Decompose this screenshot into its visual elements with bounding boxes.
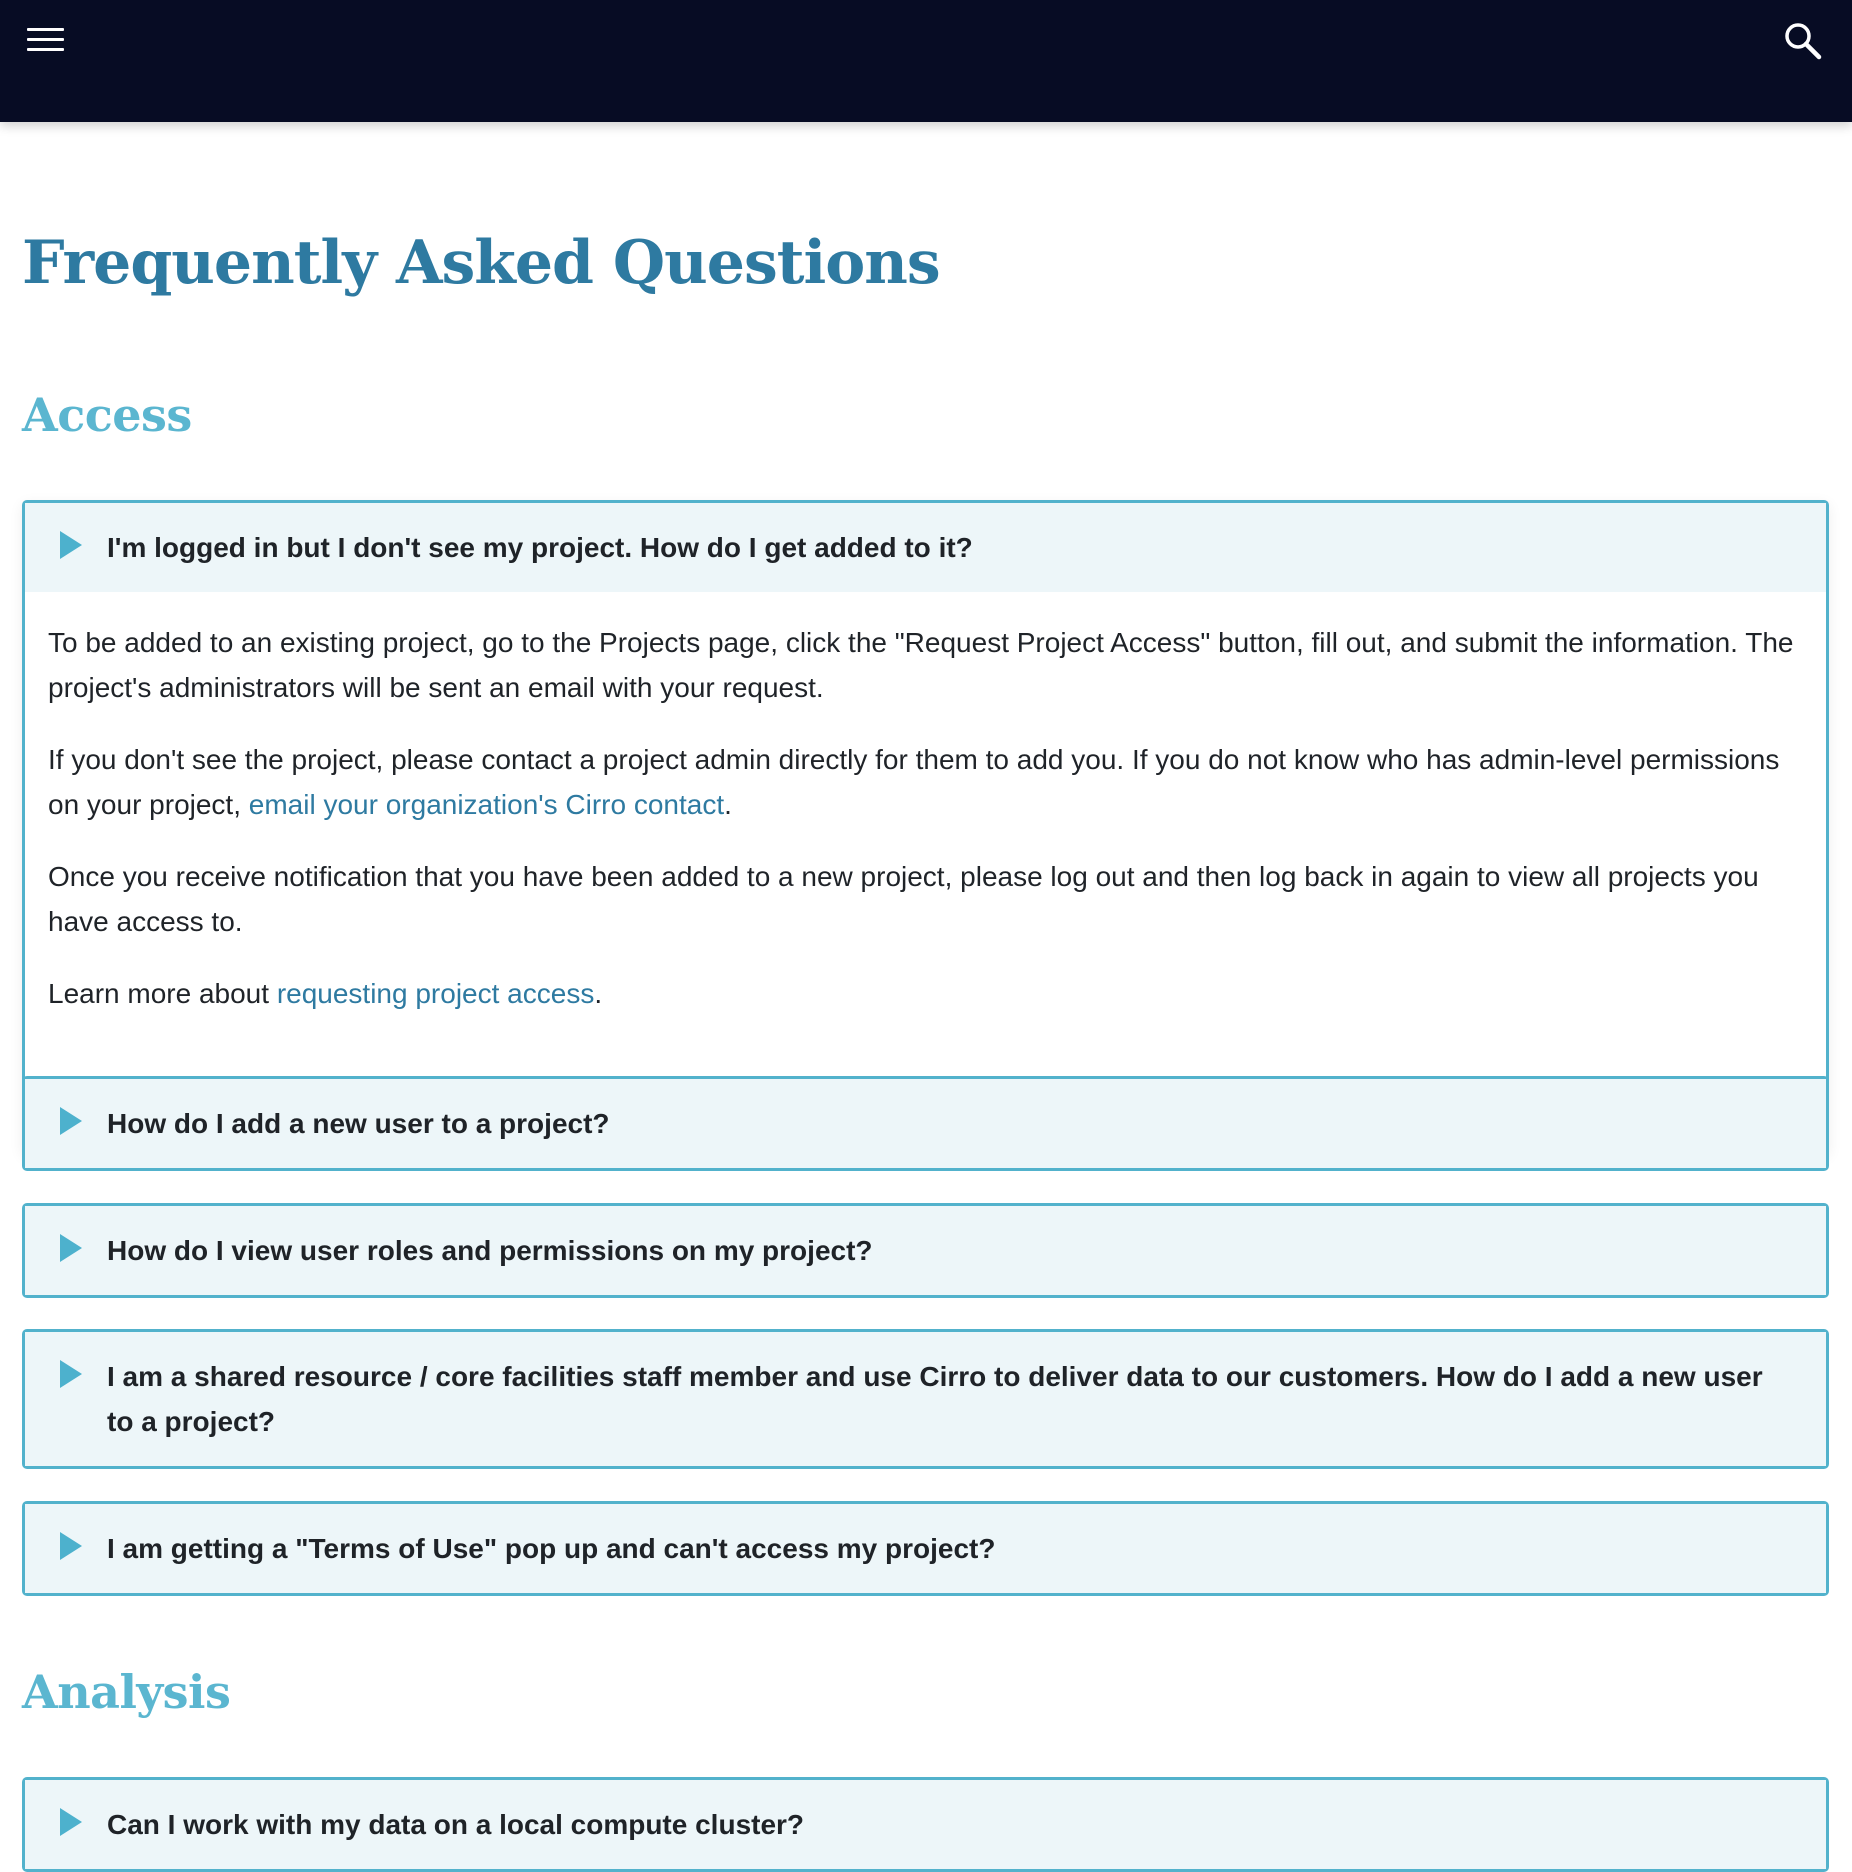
faq-question-text: I am getting a "Terms of Use" pop up and can't access my project?	[107, 1533, 996, 1564]
expand-triangle-icon	[60, 1107, 82, 1135]
cirro-contact-link[interactable]: email your organization's Cirro contact	[248, 789, 725, 820]
faq-question-toggle[interactable]	[25, 503, 1826, 592]
answer-text: .	[594, 978, 603, 1009]
answer-paragraph	[48, 854, 1802, 944]
faq-question-toggle[interactable]	[25, 1332, 1826, 1466]
answer-text: To be added to an existing project, go to the Projects page, click the "Request Project Access" button, fill out, and submit the information. The project's administrators will be sent an email with your request.	[48, 627, 1794, 703]
hamburger-menu-icon[interactable]	[24, 24, 68, 56]
expand-triangle-icon	[60, 1532, 82, 1560]
search-icon[interactable]	[1781, 19, 1825, 63]
faq-item	[22, 1777, 1829, 1872]
faq-question-text: How do I add a new user to a project?	[107, 1108, 610, 1139]
faq-question-text: Can I work with my data on a local compute cluster?	[107, 1809, 805, 1840]
faq-question-toggle[interactable]	[25, 1206, 1826, 1295]
faq-question-text: I am a shared resource / core facilities staff member and use Cirro to deliver data to our customers. How do I add a new user to a project?	[107, 1361, 1763, 1437]
expand-triangle-icon	[60, 531, 82, 559]
faq-item	[22, 1076, 1829, 1171]
page-title: Frequently Asked Questions	[22, 228, 940, 298]
faq-item	[22, 1329, 1829, 1469]
faq-item	[22, 1203, 1829, 1298]
faq-question-toggle[interactable]	[25, 1079, 1826, 1168]
faq-question-text: How do I view user roles and permissions on my project?	[107, 1235, 873, 1266]
expand-triangle-icon	[60, 1808, 82, 1836]
answer-text: If you don't see the project, please contact a project admin directly for them to add you. If you do not know who has admin-level permissions on your project,	[48, 744, 1780, 820]
expand-triangle-icon	[60, 1360, 82, 1388]
answer-paragraph	[48, 620, 1802, 710]
section-title-access: Access	[22, 388, 192, 442]
expand-triangle-icon	[60, 1234, 82, 1262]
faq-item-expanded	[22, 500, 1829, 1153]
top-navigation-bar	[0, 0, 1852, 122]
answer-paragraph	[48, 737, 1802, 827]
answer-text: Learn more about	[48, 978, 277, 1009]
faq-question-text: I'm logged in but I don't see my project. How do I get added to it?	[107, 532, 973, 563]
faq-answer	[25, 592, 1826, 1057]
answer-text: .	[724, 789, 732, 820]
request-access-link[interactable]: requesting project access	[276, 978, 595, 1009]
answer-paragraph	[48, 971, 1802, 1016]
faq-question-toggle[interactable]	[25, 1504, 1826, 1593]
faq-item	[22, 1501, 1829, 1596]
section-title-analysis: Analysis	[22, 1665, 231, 1719]
answer-text: Once you receive notification that you have been added to a new project, please log out and then log back in again to view all projects you have access to.	[48, 861, 1759, 937]
